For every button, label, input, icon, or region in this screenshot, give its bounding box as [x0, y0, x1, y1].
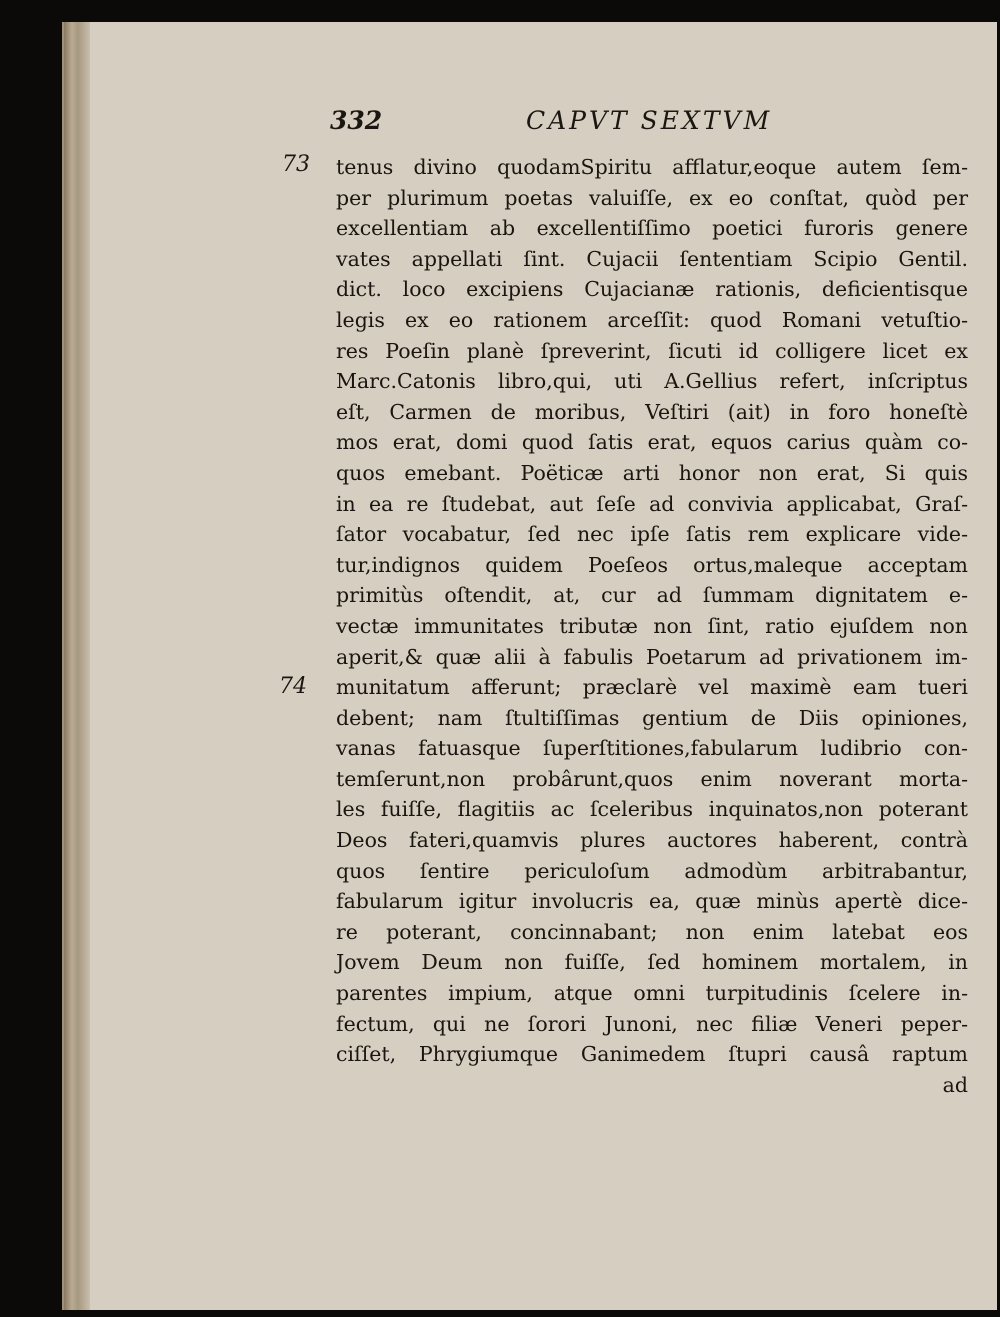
text-line: tenus divino quodamSpiritu afflatur,eoque autem ſem- [336, 155, 968, 179]
text-line: debent; nam ſtultiſſimas gentium de Diis opiniones, [336, 705, 968, 730]
text-line: Marc.Catonis libro,qui, uti A.Gellius refert, inſcriptus [336, 369, 968, 394]
text-line: mos erat, domi quod ſatis erat, equos carius quàm co- [336, 430, 968, 455]
text-line: quos emebant. Poëticæ arti honor non erat, Si quis [336, 460, 968, 485]
text-line: les fuiſſe, flagitiis ac ſceleribus inquinatos,non poterant [336, 797, 968, 822]
text-line: Jovem Deum non fuiſſe, ſed hominem mortalem, in [336, 950, 968, 975]
body-text [336, 152, 968, 1100]
text-line: fabularum igitur involucris ea, quæ minùs apertè dice- [336, 889, 968, 914]
running-title: CAPVT SEXTVM [526, 106, 773, 135]
text-line: parentes impium, atque omni turpitudinis ſcelere in- [336, 981, 968, 1006]
text-line: res Poeſin planè ſpreverint, ſicuti id colligere licet ex [336, 338, 968, 363]
text-line: eſt, Carmen de moribus, Veſtiri (ait) in foro honeſtè [336, 399, 968, 424]
text-line: aperit,& quæ alii à fabulis Poetarum ad privationem im- [336, 644, 968, 669]
text-line: vates appellati ſint. Cujacii ſententiam Scipio Gentil. [336, 246, 968, 271]
text-line: excellentiam ab excellentiſſimo poetici furoris genere [336, 216, 968, 241]
text-line: munitatum afferunt; præclarè vel maximè eam tueri [336, 675, 968, 700]
text-line: legis ex eo rationem arceſſit: quod Romani vetuſtio- [336, 307, 968, 332]
catchword: ad [942, 1072, 968, 1097]
text-line: vanas fatuasque ſuperſtitiones,fabularum ludibrio con- [336, 736, 968, 761]
text-line: in ea re ſtudebat, aut ſeſe ad convivia applicabat, Graſ- [336, 491, 968, 516]
text-line: Deos fateri,quamvis plures auctores haberent, contrà [336, 828, 968, 853]
page-number: 332 [330, 106, 383, 135]
text-line: ſator vocabatur, ſed nec ipſe ſatis rem explicare vide- [336, 522, 968, 547]
text-line: re poterant, concinnabant; non enim latebat eos [336, 919, 968, 944]
text-line: fectum, qui ne ſorori Junoni, nec filiæ Veneri peper- [336, 1011, 968, 1036]
text-line: quos ſentire periculoſum admodùm arbitrabantur, [336, 858, 968, 883]
text-line: tur,indignos quidem Poeſeos ortus,maleque acceptam [336, 552, 968, 577]
margin-note-74: 74 [279, 674, 307, 699]
text-line: primitùs oſtendit, at, cur ad ſummam dignitatem e- [336, 583, 968, 608]
margin-note-73: 73 [282, 152, 310, 177]
book-page [62, 22, 997, 1310]
text-line: dict. loco excipiens Cujacianæ rationis, deficientisque [336, 277, 968, 302]
text-line: per plurimum poetas valuiſſe, ex eo conſtat, quòd per [336, 185, 968, 210]
page-header [64, 104, 997, 144]
text-line: vectæ immunitates tributæ non ſint, ratio ejuſdem non [336, 613, 968, 638]
text-line: ciſſet, Phrygiumque Ganimedem ſtupri causâ raptum [336, 1042, 968, 1067]
page-binding-edge [64, 22, 90, 1310]
text-line: temſerunt,non probârunt,quos enim noverant morta- [336, 766, 968, 791]
